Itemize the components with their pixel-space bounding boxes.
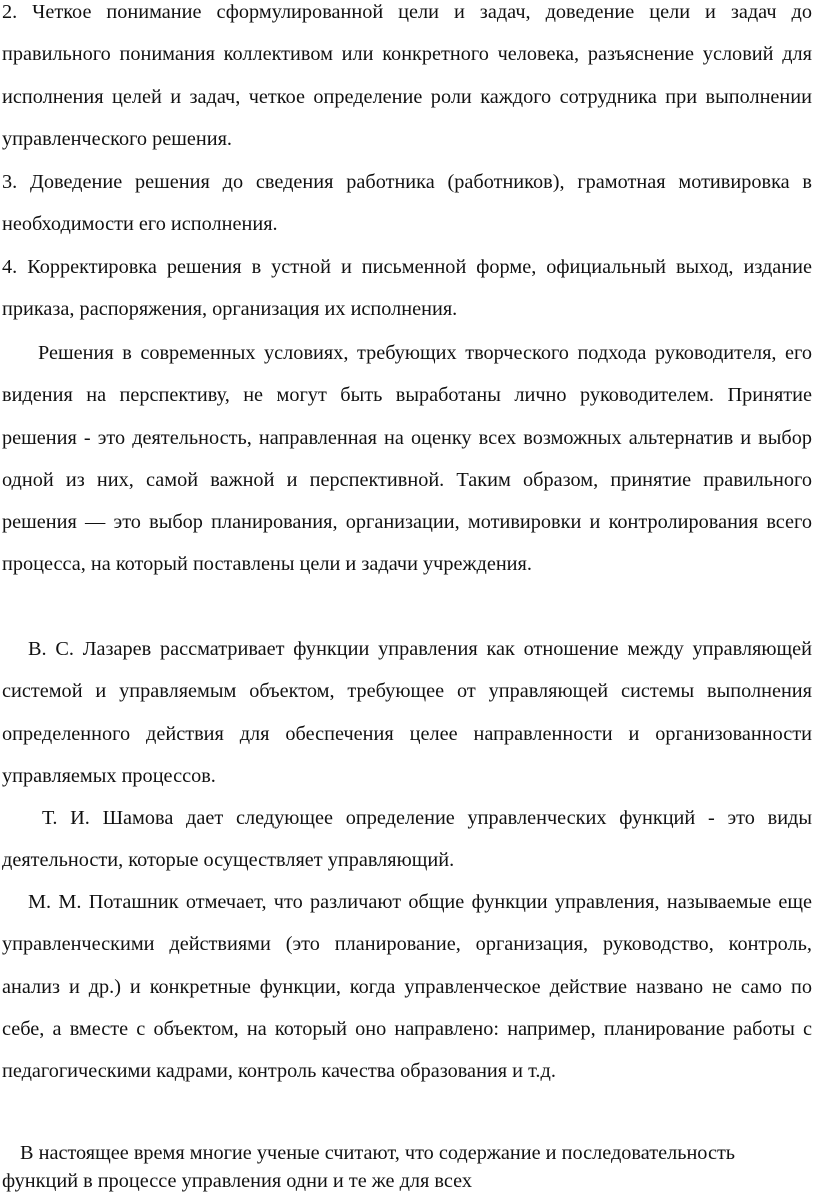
paragraph-item-2: 2. Четкое понимание сформулированной цели и задач, доведение цели и задач до правильного понимания коллективом или конкретного человека, разъяснение условий для исполнения целей и задач, четкое определение роли каждого сотрудника при выполнении управленческого решения. — [2, 1, 812, 150]
paragraph-shamova: Т. И. Шамова дает следующее определение управленческих функций - это виды деятельности, которые осуществляет управляющий. — [2, 807, 812, 872]
paragraph-item-4: 4. Корректировка решения в устной и письменной форме, официальный выход, издание приказа, распоряжения, организация их исполнения. — [2, 256, 812, 321]
paragraph-item-3: 3. Доведение решения до сведения работника (работников), грамотная мотивировка в необходимости его исполнения. — [2, 171, 812, 236]
paragraph-lazarev: В. С. Лазарев рассматривает функции управления как отношение между управляющей системой и управляемым объектом, требующее от управляющей системы выполнения определенного действия для обеспечения целее направленности и организованности управляемых процессов. — [2, 638, 812, 787]
paragraph-current-view: В настоящее время многие ученые считают, что содержание и последовательность функций в процессе управления одни и те же для всех — [2, 1142, 736, 1192]
paragraph-potashnik: М. М. Поташник отмечает, что различают общие функции управления, называемые еще управленческими действиями (это планирование, организация, руководство, контроль, анализ и др.) и конкретные функции, когда управленческое действие названо не само по себе, а вместе с объектом, на который оно направлено: например, планирование работы с педагогическими кадрами, контроль качества образования и т.д. — [2, 891, 812, 1083]
paragraph-decisions: Решения в современных условиях, требующих творческого подхода руководителя, его видения на перспективу, не могут быть выработаны лично руководителем. Принятие решения - это деятельность, направленная на оценку всех возможных альтернатив и выбор одной из них, самой важной и перспективной. Таким образом, принятие правильного решения — это выбор планирования, организации, мотивировки и контролирования всего процесса, на который поставлены цели и задачи учреждения. — [2, 342, 812, 576]
